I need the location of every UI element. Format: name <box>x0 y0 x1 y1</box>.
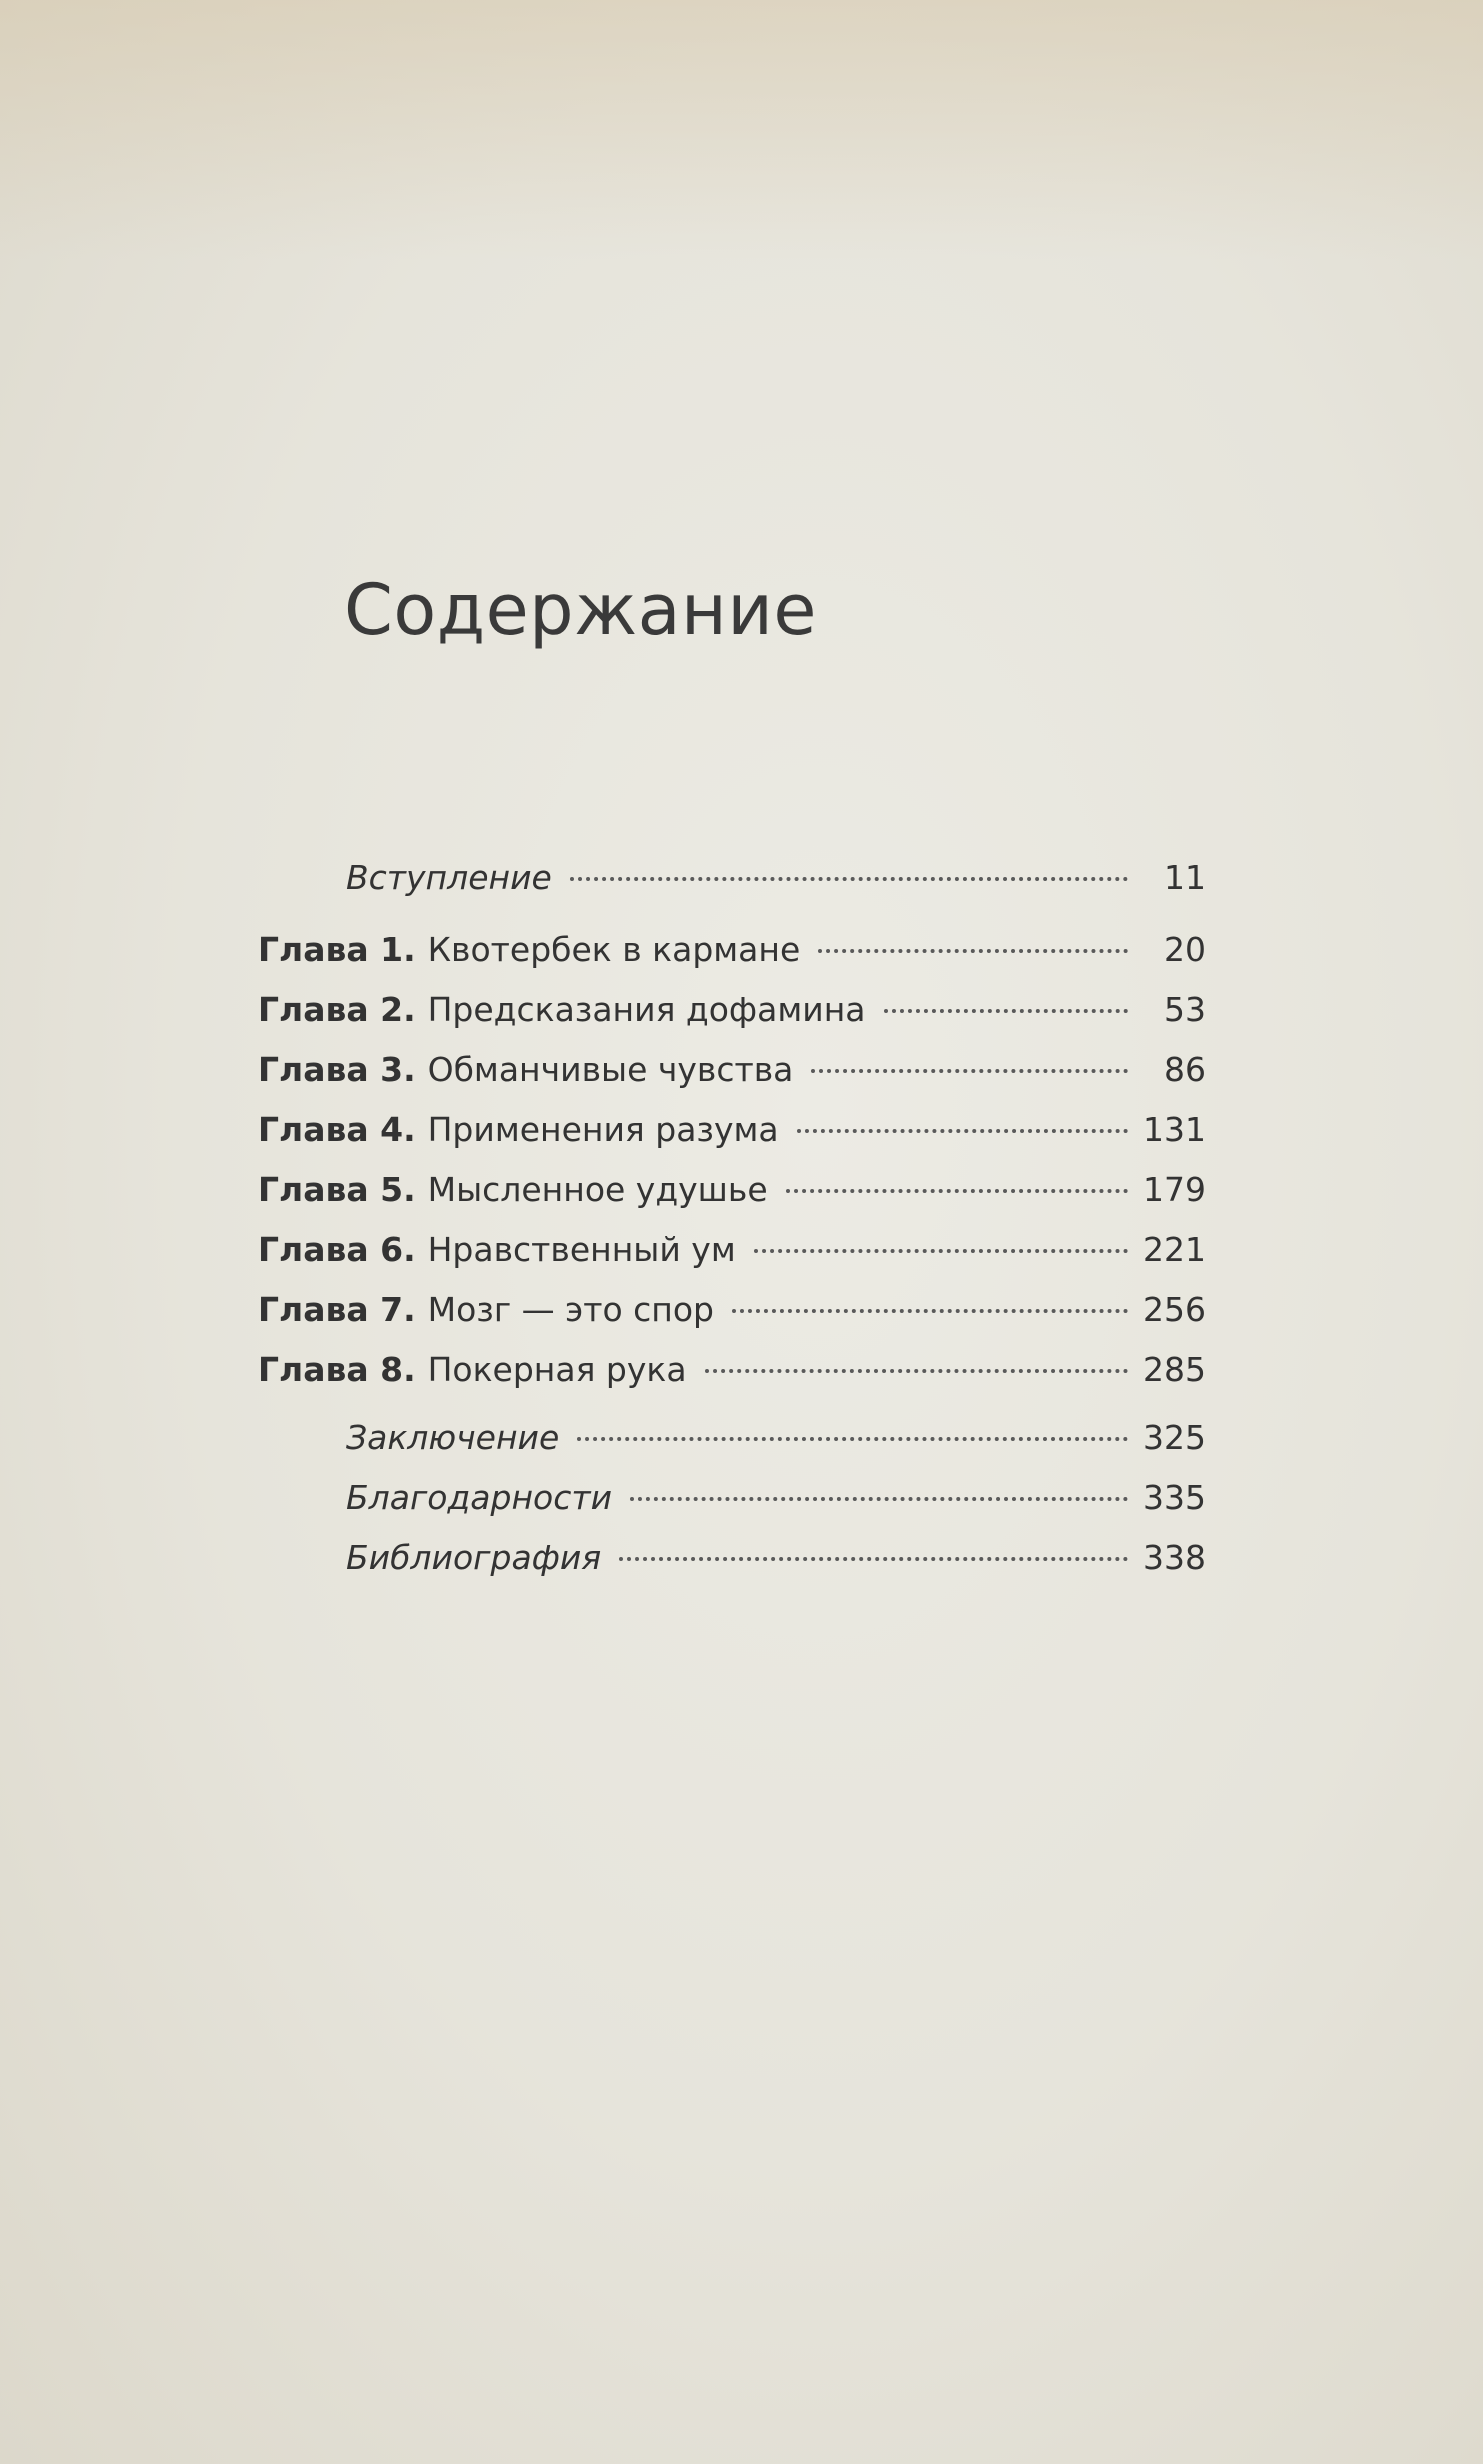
toc-entry-bibliography <box>258 1538 1206 1598</box>
toc-entry-label: Вступление <box>346 858 552 897</box>
chapter-number: Глава 2. <box>258 990 416 1029</box>
toc-entry-label <box>258 1230 736 1269</box>
toc-entry-label <box>258 990 866 1029</box>
toc-entry-label <box>258 1290 714 1329</box>
chapter-title: Обманчивые чувства <box>427 1050 794 1089</box>
page-title: Содержание <box>344 568 817 651</box>
chapter-number: Глава 4. <box>258 1110 416 1149</box>
chapter-number: Глава 7. <box>258 1290 416 1329</box>
toc-entry-label: Благодарности <box>346 1478 613 1517</box>
toc-entry-label: Заключение <box>346 1418 560 1457</box>
toc-page-number: 86 <box>1164 1050 1206 1089</box>
chapter-number: Глава 1. <box>258 930 416 969</box>
dot-leader <box>818 949 1128 953</box>
chapter-number: Глава 3. <box>258 1050 416 1089</box>
toc-entry-label <box>258 1110 779 1149</box>
chapter-title: Предсказания дофамина <box>427 990 866 1029</box>
toc-page-number: 131 <box>1143 1110 1206 1149</box>
toc-page-number: 335 <box>1143 1478 1206 1517</box>
dot-leader <box>786 1189 1128 1193</box>
dot-leader <box>630 1497 1128 1501</box>
table-of-contents <box>258 858 1206 1598</box>
dot-leader <box>811 1069 1128 1073</box>
toc-page-number: 338 <box>1143 1538 1206 1577</box>
dot-leader <box>884 1009 1128 1013</box>
toc-page-number: 53 <box>1164 990 1206 1029</box>
dot-leader <box>570 877 1128 881</box>
toc-page-number: 256 <box>1143 1290 1206 1329</box>
toc-entry-acknowledgements <box>258 1478 1206 1538</box>
dot-leader <box>619 1557 1128 1561</box>
toc-entry-label <box>258 1350 687 1389</box>
dot-leader <box>732 1309 1128 1313</box>
toc-entry-chapter-8 <box>258 1350 1206 1410</box>
toc-page-number: 11 <box>1164 858 1206 897</box>
toc-entry-chapter-5 <box>258 1170 1206 1230</box>
toc-entry-intro <box>258 858 1206 918</box>
toc-entry-label <box>258 1050 793 1089</box>
toc-entry-label <box>258 1170 768 1209</box>
toc-page-number: 179 <box>1143 1170 1206 1209</box>
chapter-number: Глава 5. <box>258 1170 416 1209</box>
toc-entry-chapter-1 <box>258 930 1206 990</box>
toc-entry-conclusion <box>258 1418 1206 1478</box>
chapter-title: Применения разума <box>427 1110 779 1149</box>
toc-page-number: 285 <box>1143 1350 1206 1389</box>
chapter-number: Глава 6. <box>258 1230 416 1269</box>
toc-entry-chapter-3 <box>258 1050 1206 1110</box>
toc-page-number: 325 <box>1143 1418 1206 1457</box>
toc-entry-chapter-7 <box>258 1290 1206 1350</box>
toc-page-number: 221 <box>1143 1230 1206 1269</box>
chapter-title: Покерная рука <box>427 1350 687 1389</box>
toc-entry-chapter-2 <box>258 990 1206 1050</box>
dot-leader <box>754 1249 1128 1253</box>
chapter-title: Нравственный ум <box>427 1230 736 1269</box>
chapter-number: Глава 8. <box>258 1350 416 1389</box>
chapter-title: Квотербек в кармане <box>427 930 801 969</box>
toc-page-number: 20 <box>1164 930 1206 969</box>
toc-entry-chapter-6 <box>258 1230 1206 1290</box>
chapter-title: Мысленное удушье <box>427 1170 768 1209</box>
dot-leader <box>705 1369 1128 1373</box>
toc-entry-label <box>258 930 800 969</box>
chapter-title: Мозг — это спор <box>427 1290 715 1329</box>
toc-entry-label: Библиография <box>346 1538 602 1577</box>
dot-leader <box>797 1129 1128 1133</box>
page-shadow <box>0 0 1483 260</box>
dot-leader <box>577 1437 1128 1441</box>
toc-entry-chapter-4 <box>258 1110 1206 1170</box>
